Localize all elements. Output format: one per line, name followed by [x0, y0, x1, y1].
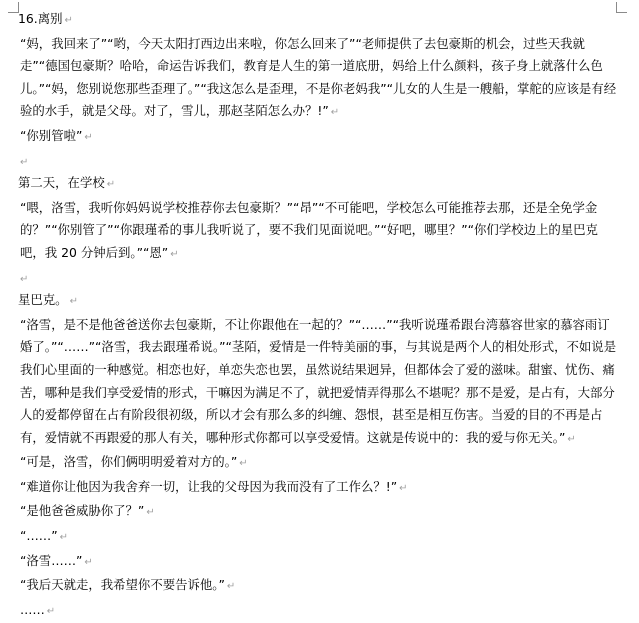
- paragraph-text: “你别管啦”: [20, 127, 83, 143]
- dialog-paragraph: [18, 574, 618, 599]
- paragraph-text: “我后天就走，我希望你不要告诉他。”: [20, 577, 225, 593]
- section-heading: [18, 8, 618, 33]
- document-body[interactable]: [18, 8, 618, 623]
- paragraph-mark-icon: ↵: [20, 156, 29, 168]
- paragraph-text: “妈，我回来了”“哟，今天太阳打西边出来啦，你怎么回来了”“老师提供了去包豪斯的机会，过些天我就走”“德国包豪斯？哈哈，命运告诉我们，教育是人生的第一道底册，妈给上什么颜料，孩子身上就落什么色儿。”“妈，您别说您那些歪理了。”“我这怎么是歪理，不是你老妈我”“儿女的人生是一艘船，掌舵的应该是有经验的水手，就是父母。对了，雪儿，那赵茎陌怎么办？!”: [20, 35, 617, 119]
- paragraph-text: “喂，洛雪，我听你妈妈说学校推荐你去包豪斯？”“昂”“不可能吧，学校怎么可能推荐去那，还是全免学金的？”“你别管了”“你跟瑾希的事儿我听说了，要不我们见面说吧。”“好吧，哪里？”“你们学校边上的星巴克吧，我 20 分钟后到。”“恩”: [20, 199, 598, 260]
- paragraph-mark-icon: ↵: [239, 458, 248, 470]
- dialog-paragraph: [18, 314, 618, 452]
- dialog-paragraph: [18, 550, 618, 575]
- paragraph-text: “……”: [20, 528, 58, 544]
- paragraph-mark-icon: ↵: [20, 273, 29, 285]
- dialog-paragraph: [18, 125, 618, 150]
- section-heading: [18, 172, 618, 197]
- paragraph-text: “洛雪，是不是他爸爸送你去包豪斯，不让你跟他在一起的？”“……”“我听说瑾希跟台湾慕容世家的慕容雨订婚了。”“……”“洛雪，我去跟瑾希说。”“茎陌，爱情是一件特美丽的事，与其说是两个人的相处形式，不如说是我们心里面的一种感觉。相恋也好，单恋失恋也罢，虽然说结果迥异，但都体会了爱的滋味。甜蜜、忧伤、痛苦，哪种是我们享受爱情的形式，干嘛因为满足不了，就把爱情弄得那么不堪呢？那不是爱，是占有，大部分人的爱都停留在占有阶段很初级，所以才会有那么多的纠缠、怨恨，甚至是相互伤害。当爱的目的不再是占有，爱情就不再跟爱的那人有关，哪种形式你都可以享受爱情。这就是传说中的：我的爱与你无关。”: [20, 316, 617, 445]
- dialog-paragraph: [18, 451, 618, 476]
- paragraph-text: 第二天，在学校: [18, 175, 105, 191]
- paragraph-mark-icon: ↵: [59, 532, 69, 544]
- paragraph-mark-icon: ↵: [64, 15, 73, 26]
- empty-paragraph: [18, 267, 618, 290]
- paragraph-text: “是他爸爸威胁你了？”: [20, 503, 145, 519]
- paragraph-mark-icon: ↵: [106, 179, 116, 191]
- paragraph-mark-icon: ↵: [84, 556, 93, 568]
- paragraph-text: “难道你让他因为我舍弃一切，让我的父母因为我而没有了工作么？!”: [20, 478, 398, 494]
- dialog-paragraph: [18, 476, 618, 501]
- empty-paragraph: [18, 150, 618, 173]
- paragraph-mark-icon: ↵: [170, 248, 179, 260]
- paragraph-mark-icon: ↵: [330, 107, 340, 119]
- dialog-paragraph: [18, 197, 618, 267]
- paragraph-mark-icon: ↵: [399, 482, 408, 494]
- paragraph-mark-icon: ↵: [84, 131, 93, 143]
- dialog-paragraph: [18, 500, 618, 525]
- dialog-paragraph: [18, 599, 618, 623]
- paragraph-mark-icon: ↵: [146, 507, 155, 519]
- dialog-paragraph: [18, 525, 618, 550]
- paragraph-mark-icon: ↵: [69, 296, 78, 308]
- paragraph-mark-icon: ↵: [46, 605, 56, 617]
- paragraph-mark-icon: ↵: [567, 433, 576, 445]
- paragraph-text: “洛雪……”: [20, 552, 83, 568]
- dialog-paragraph: [18, 33, 618, 125]
- paragraph-text: 星巴克。: [18, 292, 68, 308]
- paragraph-text: 16.离别: [18, 11, 63, 26]
- paragraph-text: ……: [20, 601, 45, 617]
- paragraph-mark-icon: ↵: [226, 581, 236, 593]
- paragraph-text: “可是，洛雪，你们俩明明爱着对方的。”: [20, 454, 238, 470]
- section-heading: [18, 289, 618, 314]
